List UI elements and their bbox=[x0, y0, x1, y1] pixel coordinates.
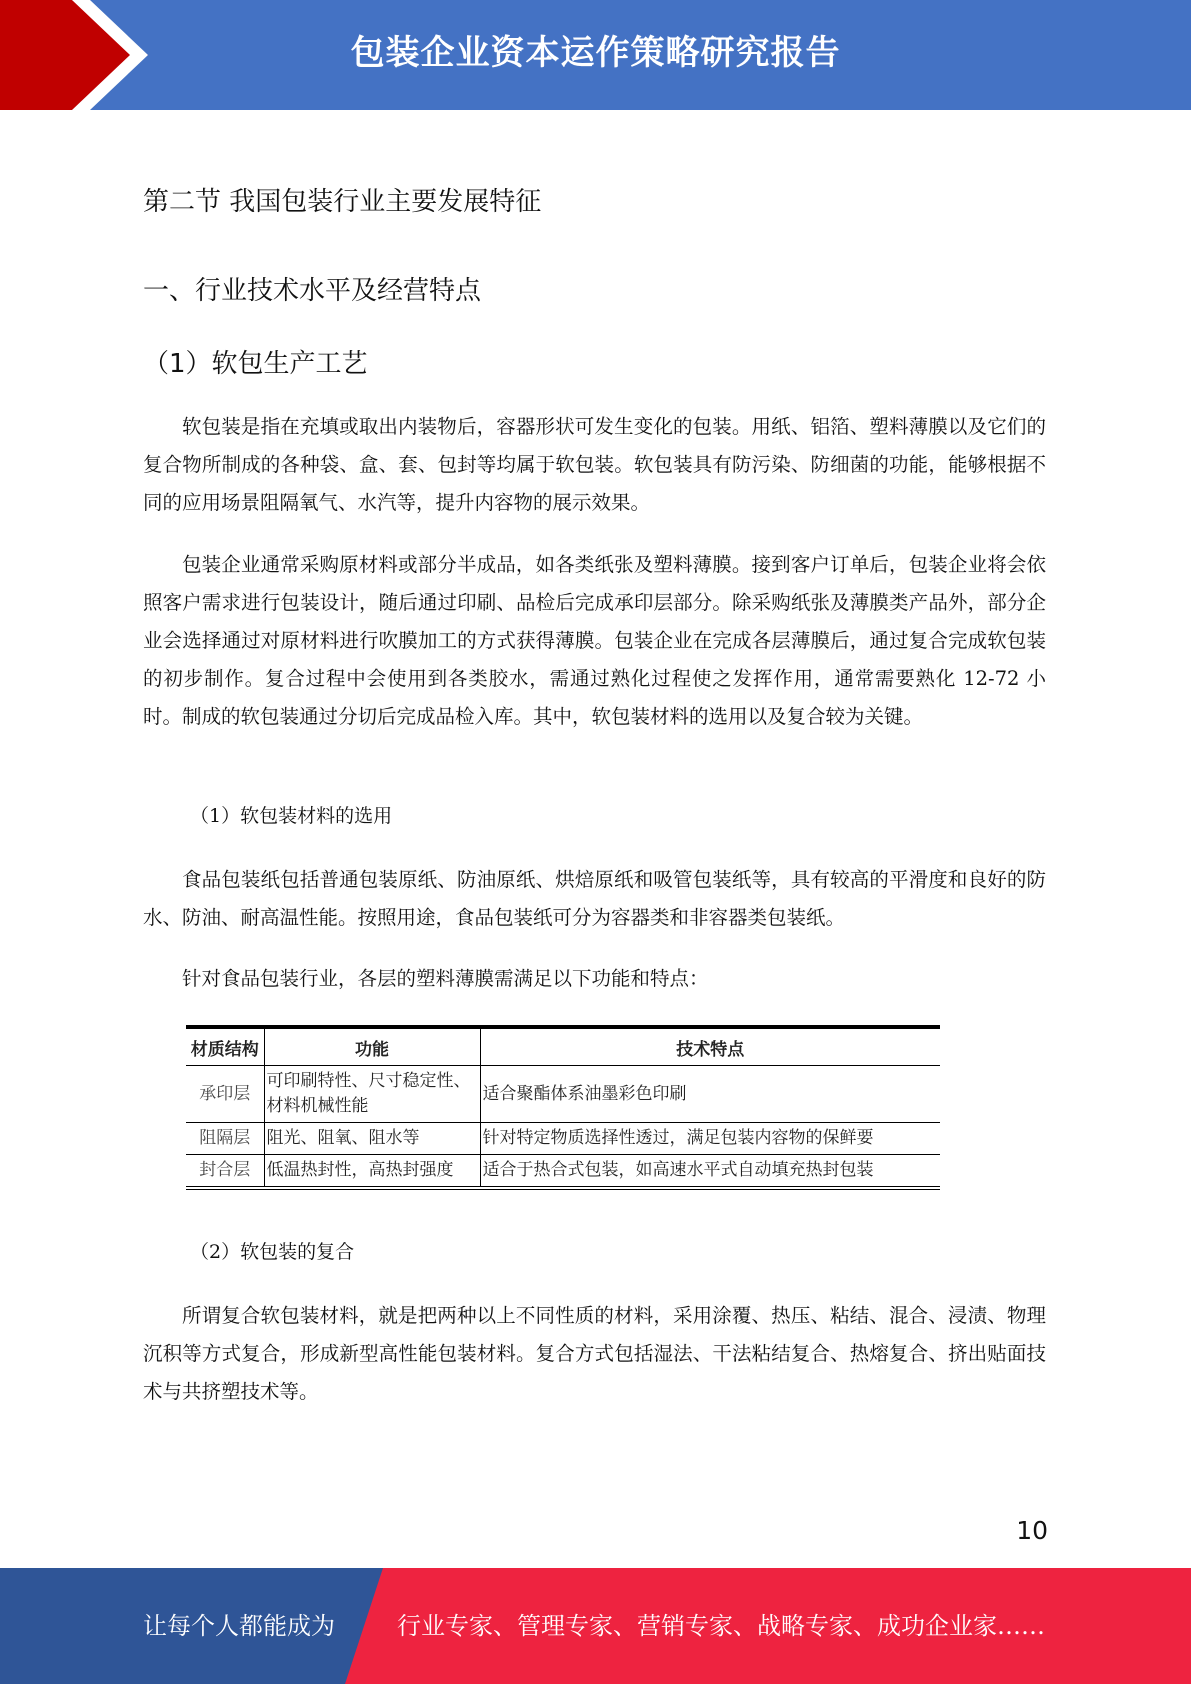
table-cell: 低温热封性，高热封强度 bbox=[264, 1155, 480, 1189]
table-cell: 阻隔层 bbox=[186, 1123, 264, 1155]
data-table bbox=[186, 1025, 940, 1190]
table-cell: 阻光、阻氧、阻水等 bbox=[264, 1123, 480, 1155]
paragraph-production-process: 包装企业通常采购原材料或部分半成品，如各类纸张及塑料薄膜。接到客户订单后，包装企业将会依照客户需求进行包装设计，随后通过印刷、品检后完成承印层部分。除采购纸张及薄膜类产品外，部分企业会选择通过对原材料进行吹膜加工的方式获得薄膜。包装企业在完成各层薄膜后，通过复合完成软包装的初步制作。复合过程中会使用到各类胶水，需通过熟化过程使之发挥作用，通常需要熟化 12-72 小时。制成的软包装通过分切后完成品检入库。其中，软包装材料的选用以及复合较为关键。 bbox=[143, 553, 1046, 728]
footer-slogan-right: 行业专家、管理专家、营销专家、战略专家、成功企业家…… bbox=[397, 1612, 1045, 1640]
paragraph-soft-packaging-definition: 软包装是指在充填或取出内装物后，容器形状可发生变化的包装。用纸、铝箔、塑料薄膜以及它们的复合物所制成的各种袋、盒、套、包封等均属于软包装。软包装具有防污染、防细菌的功能，能够根据不同的应用场景阻隔氧气、水汽等，提升内容物的展示效果。 bbox=[143, 415, 1046, 514]
subsubsection-heading: （1）软包生产工艺 bbox=[143, 349, 368, 379]
list-item-material-selection: （1）软包装材料的选用 bbox=[190, 805, 393, 827]
list-item-lamination: （2）软包装的复合 bbox=[190, 1241, 355, 1263]
paragraph-film-requirements: 针对食品包装行业，各层的塑料薄膜需满足以下功能和特点： bbox=[182, 967, 709, 990]
report-title: 包装企业资本运作策略研究报告 bbox=[350, 33, 841, 73]
table-cell: 封合层 bbox=[186, 1155, 264, 1189]
table-cell: 适合于热合式包装，如高速水平式自动填充热封包装 bbox=[480, 1155, 940, 1189]
report-header bbox=[0, 0, 1191, 110]
table-row bbox=[186, 1155, 940, 1189]
column-header: 材质结构 bbox=[186, 1027, 264, 1066]
footer-slogan-left: 让每个人都能成为 bbox=[143, 1612, 335, 1640]
table-cell: 适合聚酯体系油墨彩色印刷 bbox=[480, 1066, 940, 1123]
table-row bbox=[186, 1123, 940, 1155]
table-row bbox=[186, 1066, 940, 1123]
report-footer bbox=[0, 1568, 1191, 1684]
table-cell: 可印刷特性、尺寸稳定性、材料机械性能 bbox=[264, 1066, 480, 1123]
column-header: 功能 bbox=[264, 1027, 480, 1066]
table-cell: 承印层 bbox=[186, 1066, 264, 1123]
table-header-row bbox=[186, 1027, 940, 1066]
film-layer-table bbox=[186, 1025, 940, 1190]
paragraph-food-packaging-paper: 食品包装纸包括普通包装原纸、防油原纸、烘焙原纸和吸管包装纸等，具有较高的平滑度和良好的防水、防油、耐高温性能。按照用途，食品包装纸可分为容器类和非容器类包装纸。 bbox=[143, 868, 1046, 929]
column-header: 技术特点 bbox=[480, 1027, 940, 1066]
table-cell: 针对特定物质选择性透过，满足包装内容物的保鲜要 bbox=[480, 1123, 940, 1155]
section-heading: 第二节 我国包装行业主要发展特征 bbox=[143, 187, 542, 217]
subsection-heading: 一、行业技术水平及经营特点 bbox=[143, 276, 482, 306]
paragraph-composite-materials: 所谓复合软包装材料，就是把两种以上不同性质的材料，采用涂覆、热压、粘结、混合、浸渍、物理沉积等方式复合，形成新型高性能包装材料。复合方式包括湿法、干法粘结复合、热熔复合、挤出贴面技术与共挤塑技术等。 bbox=[143, 1304, 1046, 1403]
page-number: 10 bbox=[1016, 1516, 1048, 1545]
